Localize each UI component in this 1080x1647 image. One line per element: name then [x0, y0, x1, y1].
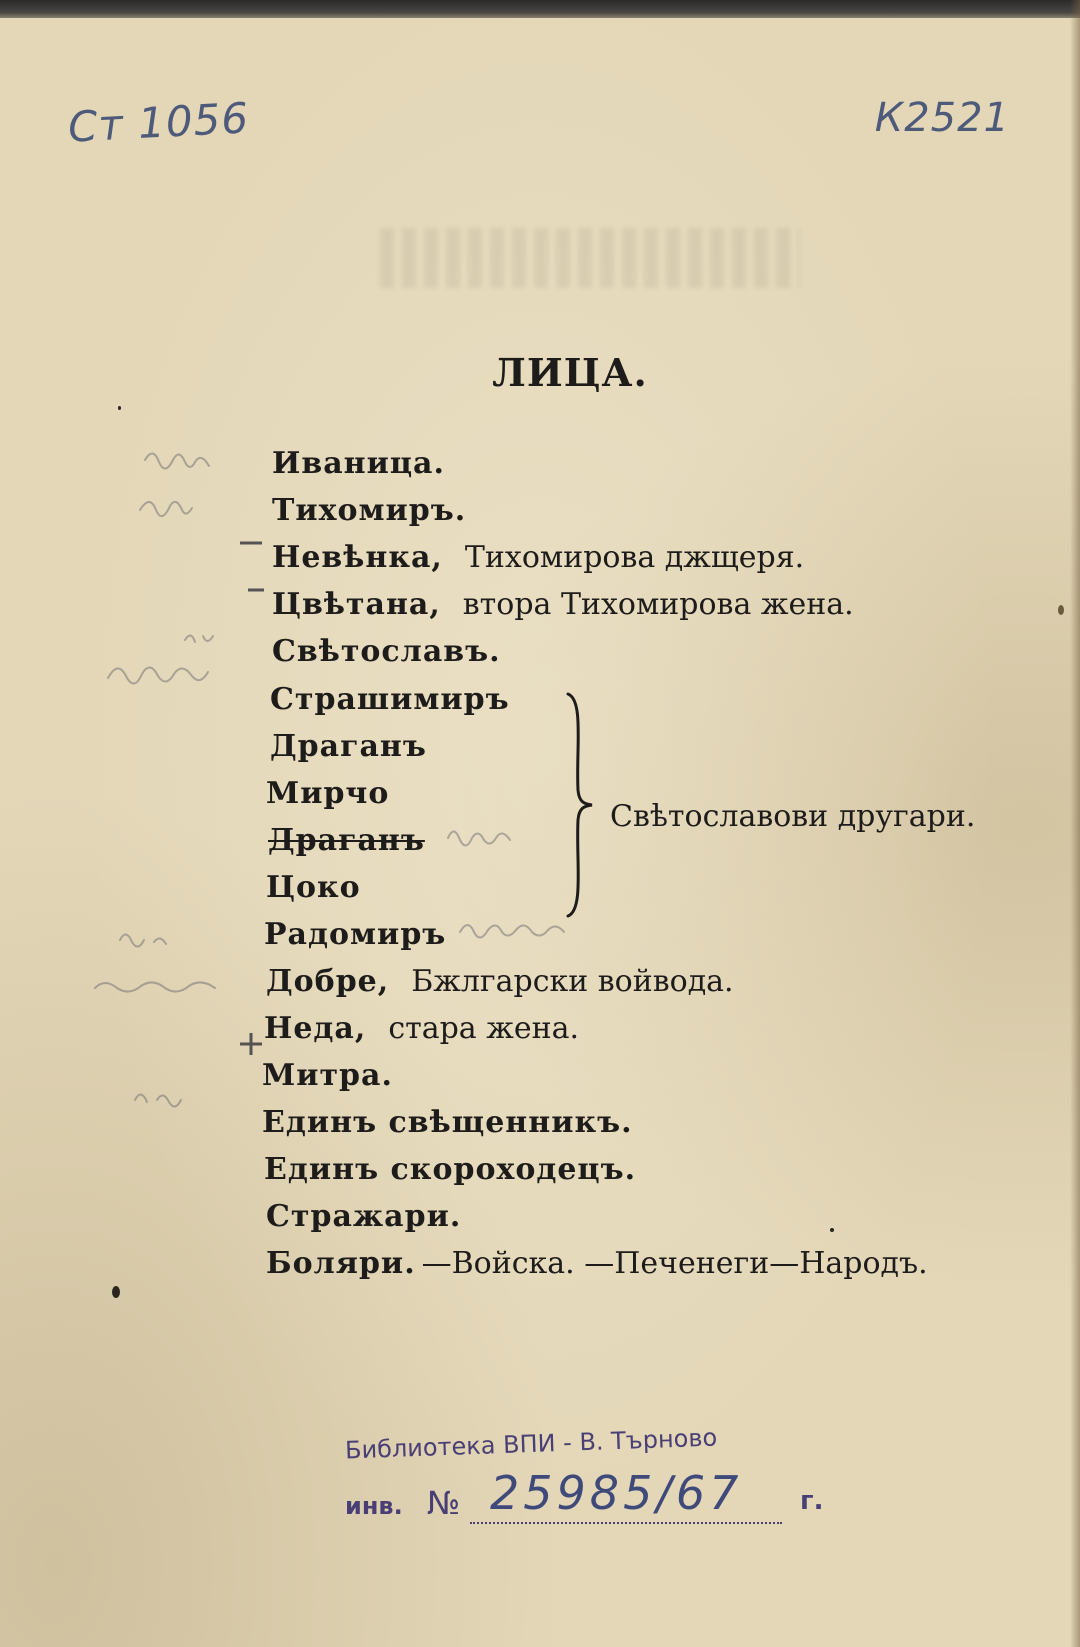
shelfmark-handwritten: Ст 1056	[66, 93, 251, 152]
cast-item	[272, 630, 523, 674]
cast-name: Стражари.	[266, 1199, 462, 1234]
cast-item	[262, 1101, 633, 1145]
cast-item	[268, 819, 425, 863]
inventory-mark-handwritten: К2521	[874, 95, 1010, 141]
stamp-inventory-number: 25985/67	[470, 1466, 782, 1524]
cast-item	[266, 1195, 461, 1239]
cast-name: Мирчо	[266, 776, 390, 811]
dust-speck	[112, 1286, 120, 1298]
cast-name: Митра.	[262, 1058, 393, 1093]
cast-item	[270, 725, 427, 769]
page-edge-shadow	[1070, 0, 1080, 1647]
cast-desc: —Войска. —Печенеги—Народъ.	[421, 1246, 928, 1281]
dust-speck	[118, 406, 121, 410]
page-title: ЛИЦА.	[492, 350, 648, 395]
cast-name: Драганъ	[270, 729, 427, 764]
cast-desc: Бжлгарски войвода.	[411, 964, 734, 999]
cast-item	[272, 442, 467, 486]
cast-item	[266, 1242, 928, 1286]
stamp-library-name: Библиотека ВПИ - В. Търново	[344, 1423, 718, 1465]
cast-item	[272, 583, 854, 627]
pencil-marginalia	[90, 440, 290, 1160]
cast-name: Боляри.	[266, 1246, 416, 1281]
cast-item	[264, 1148, 636, 1192]
cast-item	[264, 913, 446, 957]
cast-name: Единъ скороходецъ.	[264, 1152, 637, 1187]
cast-name: Свѣтославъ.	[272, 634, 501, 669]
cast-name: Цвѣтана,	[272, 587, 441, 622]
cast-name: Страшимиръ	[270, 682, 510, 717]
cast-name: Тихомиръ.	[272, 493, 467, 528]
cast-name: Неда,	[264, 1011, 367, 1046]
cast-name: Драганъ	[268, 823, 425, 858]
bleed-through-text	[380, 228, 800, 288]
cast-item	[272, 489, 488, 533]
cast-desc: Тихомирова джщеря.	[464, 540, 805, 575]
cast-item	[264, 1007, 579, 1051]
library-stamp	[344, 1423, 845, 1540]
dust-speck	[1058, 605, 1064, 615]
cast-item	[272, 536, 804, 580]
cast-item	[266, 960, 734, 1004]
binding-edge	[0, 0, 1080, 18]
stamp-inv-label: инв.	[345, 1492, 403, 1520]
cast-name: Радомиръ	[264, 917, 447, 952]
cast-name: Цоко	[266, 870, 361, 905]
cast-name: Невѣнка,	[272, 540, 443, 575]
dust-speck	[830, 1228, 834, 1232]
cast-desc: втора Тихомирова жена.	[462, 587, 854, 622]
cast-name: Единъ свѣщенникъ.	[262, 1105, 633, 1140]
stamp-year-suffix: г.	[800, 1486, 824, 1516]
brace-label: Свѣтославови другари.	[610, 799, 976, 834]
cast-item	[270, 678, 510, 722]
stamp-number-sign: №	[427, 1484, 461, 1522]
curly-brace	[562, 690, 602, 920]
cast-name: Иваница.	[272, 446, 445, 481]
cast-desc: стара жена.	[388, 1011, 579, 1046]
cast-name: Добре,	[266, 964, 390, 999]
